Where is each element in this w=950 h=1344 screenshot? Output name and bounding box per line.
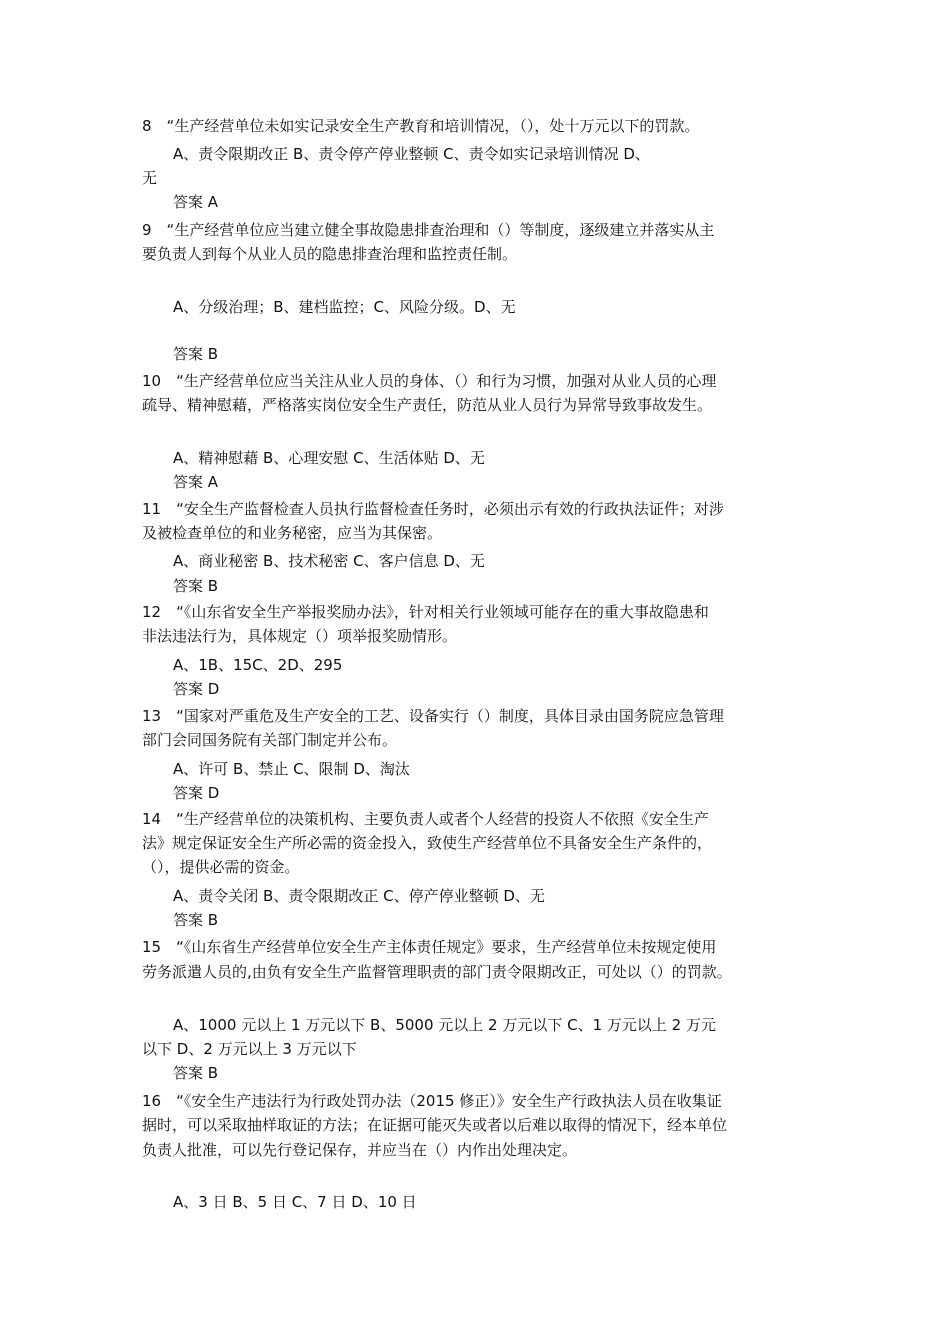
question-16-line-1: 16 “《安全生产违法行为行政处罚办法（2015 修正）》安全生产行政执法人员在收集证	[142, 1092, 722, 1110]
question-10-answer: 答案 A	[173, 473, 219, 491]
question-13-line-1: 13 “国家对严重危及生产安全的工艺、设备实行（）制度，具体目录由国务院应急管理	[142, 707, 724, 725]
question-10-options: A、精神慰藉 B、心理安慰 C、生活体贴 D、无	[173, 449, 485, 467]
question-15-line-1: 15 “《山东省生产经营单位安全生产主体责任规定》要求，生产经营单位未按规定使用	[142, 938, 717, 956]
question-14-line-1: 14 “生产经营单位的决策机构、主要负责人或者个人经营的投资人不依照《安全生产	[142, 810, 709, 828]
question-14-options: A、责令关闭 B、责令限期改正 C、停产停业整顿 D、无	[173, 887, 545, 905]
question-15-options: A、1000 元以上 1 万元以下 B、5000 元以上 2 万元以下 C、1 万元以上 2 万元	[173, 1016, 716, 1034]
question-13-options: A、许可 B、禁止 C、限制 D、淘汰	[173, 760, 410, 778]
question-8-answer: 答案 A	[173, 193, 219, 211]
question-8-options-cont: 无	[142, 169, 158, 187]
question-15-answer: 答案 B	[173, 1064, 219, 1082]
question-12-options: A、1B、15C、2D、295	[173, 656, 343, 674]
question-9-line-2: 要负责人到每个从业人员的隐患排查治理和监控责任制。	[142, 245, 518, 263]
question-9-answer: 答案 B	[173, 345, 219, 363]
question-14-line-3: （），提供必需的资金。	[142, 858, 300, 876]
question-10-line-2: 疏导、精神慰藉，严格落实岗位安全生产责任，防范从业人员行为异常导致事故发生。	[142, 396, 713, 414]
question-11-answer: 答案 B	[173, 577, 219, 595]
question-16-line-2: 据时，可以采取抽样取证的方法；在证据可能灭失或者以后难以取得的情况下，经本单位	[142, 1116, 728, 1134]
question-9-options: A、分级治理；B、建档监控；C、风险分级。D、无	[173, 298, 516, 316]
question-16-options: A、3 日 B、5 日 C、7 日 D、10 日	[173, 1193, 417, 1211]
question-14-answer: 答案 B	[173, 911, 219, 929]
question-11-options: A、商业秘密 B、技术秘密 C、客户信息 D、无	[173, 552, 485, 570]
question-11-line-2: 及被检查单位的和业务秘密，应当为其保密。	[142, 524, 443, 542]
question-8-options: A、责令限期改正 B、责令停产停业整顿 C、责令如实记录培训情况 D、	[173, 145, 650, 163]
question-15-line-2: 劳务派遣人员的,由负有安全生产监督管理职责的部门责令限期改正，可处以（）的罚款。	[142, 963, 732, 981]
question-12-line-1: 12 “《山东省安全生产举报奖励办法》，针对相关行业领域可能存在的重大事故隐患和	[142, 603, 709, 621]
question-13-line-2: 部门会同国务院有关部门制定并公布。	[142, 731, 398, 749]
question-12-line-2: 非法违法行为，具体规定（）项举报奖励情形。	[142, 627, 458, 645]
question-16-line-3: 负责人批准，可以先行登记保存，并应当在（）内作出处理决定。	[142, 1141, 578, 1159]
question-13-answer: 答案 D	[173, 784, 220, 802]
question-12-answer: 答案 D	[173, 680, 220, 698]
question-9-line-1: 9 “生产经营单位应当建立健全事故隐患排查治理和（）等制度，逐级建立并落实从主	[142, 221, 715, 239]
question-14-line-2: 法》规定保证安全生产所必需的资金投入，致使生产经营单位不具备安全生产条件的，	[142, 834, 713, 852]
question-15-options-cont: 以下 D、2 万元以上 3 万元以下	[142, 1040, 357, 1058]
question-11-line-1: 11 “安全生产监督检查人员执行监督检查任务时，必须出示有效的行政执法证件；对涉	[142, 500, 724, 518]
question-8-line-1: 8 “生产经营单位未如实记录安全生产教育和培训情况，（），处十万元以下的罚款。	[142, 117, 700, 135]
question-10-line-1: 10 “生产经营单位应当关注从业人员的身体、（）和行为习惯，加强对从业人员的心理	[142, 372, 717, 390]
